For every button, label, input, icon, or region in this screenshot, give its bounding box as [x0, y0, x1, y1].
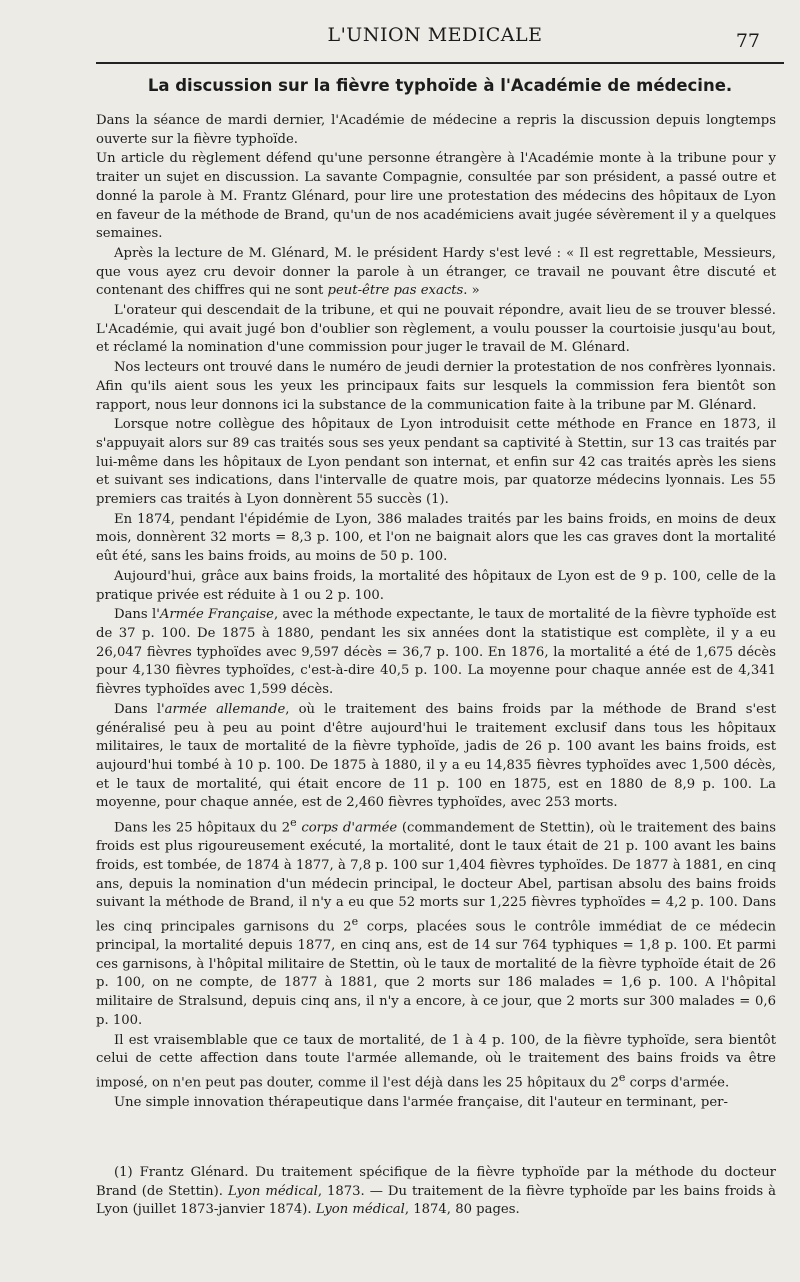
paragraph-text: corps, placées sous le contrôle immédiat de ce médecin principal, la mortalité depuis 1877, en cinq ans, est de 14 sur 764 typhiques = 1,8 p. 100. Et parmi ces garnisons, à l'hôpital militaire de Stettin, où le taux de mortalité de la fièvre typhoïde était de 26 p. 100, on ne compte, de 1877 à 1881, que 2 morts sur 186 malades = 1,6 p. 100. A l'hôpital militaire de Stralsund, depuis cinq ans, il n'y a encore, à ce jour, que 2 morts sur 300 malades = 0,6 p. 100. — [96, 919, 776, 1028]
paragraph-text: Après la lecture de M. Glénard, M. le président Hardy s'est levé : « Il est regrettable, Messieurs, que vous ayez cru devoir donner la parole à un étranger, ce travail ne pouvant être discuté et contenant des chiffres qui ne sont — [96, 245, 776, 299]
paragraph: Dans la séance de mardi dernier, l'Académie de médecine a repris la discussion depuis longtemps ouverte sur la fièvre typhoïde. — [96, 113, 776, 147]
footnote-text: , 1873. — Du traitement de la fièvre typhoïde par les bains froids à Lyon (juillet 1873-janvier 1874). — [96, 1183, 776, 1218]
footnotes — [96, 1164, 776, 1220]
page-number: 77 — [735, 30, 760, 52]
paragraph-text: , avec la méthode expectante, le taux de mortalité de la fièvre typhoïde est de 37 p. 100. De 1875 à 1880, pendant les six années dont la statistique est complète, il y a eu 26,047 fièvres typhoïdes avec 9,597 décès = 36,7 p. 100. En 1876, la mortalité a été de 1,675 décès pour 4,130 fièvres typhoïdes, c'est-à-dire 40,5 p. 100. La moyenne pour chaque année est de 4,341 fièvres typhoïdes avec 1,599 décès. — [96, 607, 776, 698]
paragraph — [96, 814, 776, 1031]
paragraph: Aujourd'hui, grâce aux bains froids, la mortalité des hôpitaux de Lyon est de 9 p. 100, celle de la pratique privée est réduite à 1 ou 2 p. 100. — [96, 568, 776, 603]
paragraph: Une simple innovation thérapeutique dans l'armée française, dit l'auteur en terminant, per- — [114, 1095, 728, 1111]
emphasis-text: corps d'armée — [301, 820, 398, 836]
article-title: La discussion sur la fièvre typhoïde à l'Académie de médecine. — [147, 76, 733, 95]
superscript: e — [618, 1070, 626, 1084]
paragraph — [96, 1032, 776, 1094]
emphasis-text: armée allemande — [164, 701, 286, 717]
footnote — [96, 1164, 776, 1220]
paragraph-text: Dans l' — [114, 701, 165, 717]
paragraph-text: corps d'armée. — [625, 1075, 730, 1091]
paragraph: Lorsque notre collègue des hôpitaux de Lyon introduisit cette méthode en France en 1873, il s'appuyait alors sur 89 cas traités sous ses yeux pendant sa captivité à Stettin, sur 13 cas traités par lui-même dans les hôpitaux de Lyon pendant son internat, et enfin sur 42 cas traités après les siens et suivant ses indications, dans l'intervalle de quatre mois, par quatorze médecins lyonnais. Les 55 premiers cas traités à Lyon donnèrent 55 succès (1). — [96, 417, 776, 508]
article-body — [96, 112, 776, 1114]
paragraph-text: . » — [463, 283, 480, 299]
superscript: e — [290, 816, 297, 830]
paragraph — [96, 245, 776, 301]
footnote-text: (1) Frantz Glénard. Du traitement spécifique de la fièvre typhoïde par la méthode du docteur Brand (de Stettin). — [96, 1165, 776, 1199]
footnote-text: , 1874, 80 pages. — [404, 1202, 520, 1218]
superscript: e — [351, 914, 359, 928]
paragraph-text: , où le traitement des bains froids par la méthode de Brand s'est généralisé peu à peu au point d'être aujourd'hui le traitement exclusif dans tous les hôpitaux militaires, le taux de mortalité de la fièvre typhoïde, jadis de 26 p. 100 avant les bains froids, est aujourd'hui tombé à 10 p. 100. De 1875 à 1880, il y a eu 14,835 fièvres typhoïdes avec 1,500 décès, et le taux de mortalité, qui était encore de 11 p. 100 en 1875, est en 1880 de 8,9 p. 100. La moyenne, pour chaque année, est de 2,460 fièvres typhoïdes, avec 253 morts. — [96, 701, 776, 811]
paragraph-text: Dans l' — [114, 607, 160, 623]
paragraph: En 1874, pendant l'épidémie de Lyon, 386 malades traités par les bains froids, en moins de deux mois, donnèrent 32 morts = 8,3 p. 100, et l'on ne baignait alors que les cas graves dont la mortalité eût été, sans les bains froids, au moins de 50 p. 100. — [96, 511, 776, 565]
emphasis-text: peut-être pas exacts — [327, 283, 464, 299]
paragraph: Nos lecteurs ont trouvé dans le numéro de jeudi dernier la protestation de nos confrères lyonnais. Afin qu'ils aient sous les yeux les principaux faits sur lesquels la commission fera bientôt son rapport, nous leur donnons ici la substance de la communication faite à la tribune par M. Glénard. — [96, 360, 776, 413]
header-rule — [96, 62, 784, 64]
paragraph — [96, 606, 776, 700]
paragraph: L'orateur qui descendait de la tribune, et qui ne pouvait répondre, avait lieu de se trouver blessé. L'Académie, qui avait jugé bon d'oublier son règlement, a voulu pousser la courtoisie jusqu'au bout, et réclamé la nomination d'une commission pour juger le travail de M. Glénard. — [96, 303, 776, 356]
paragraph — [96, 701, 776, 813]
paragraph-text: Il est vraisemblable que ce taux de mortalité, de 1 à 4 p. 100, de la fièvre typhoïde, sera bientôt celui de cette affection dans toute l'armée allemande, où le traitement des bains froids va être imposé, on n'en peut pas douter, comme il l'est déjà dans les 25 hôpitaux du 2 — [96, 1032, 776, 1091]
footnote-journal: Lyon médical — [227, 1183, 318, 1199]
journal-title: L'UNION MEDICALE — [327, 24, 543, 46]
paragraph-text: Dans les 25 hôpitaux du 2 — [114, 820, 291, 836]
running-header — [90, 20, 780, 60]
paragraph-text: (commandement de Stettin), où le traitement des bains froids est plus rigoureusement exécuté, la mortalité, dont le taux était de 21 p. 100 avant les bains froids, est tombée, de 1874 à 1877, à 7,8 p. 100 sur 1,404 fièvres typhoïdes. De 1877 à 1881, en cinq ans, depuis la nomination d'un médecin principal, le docteur Abel, partisan absolu des bains froids suivant la méthode de Brand, il n'y a eu que 52 morts sur 1,225 fièvres typhoïdes = 4,2 p. 100. Dans les cinq principales garnisons du 2 — [96, 820, 776, 935]
footnote-journal: Lyon médical — [315, 1202, 405, 1218]
emphasis-text: Armée Française — [159, 607, 274, 623]
paragraph: Un article du règlement défend qu'une personne étrangère à l'Académie monte à la tribune pour y traiter un sujet en discussion. La savante Compagnie, consultée par son président, a passé outre et donné la parole à M. Frantz Glénard, pour lire une protestation des médecins des hôpitaux de Lyon en faveur de la méthode de Brand, qu'un de nos académiciens avait jugée sévèrement il y a quelques semaines. — [96, 151, 776, 242]
